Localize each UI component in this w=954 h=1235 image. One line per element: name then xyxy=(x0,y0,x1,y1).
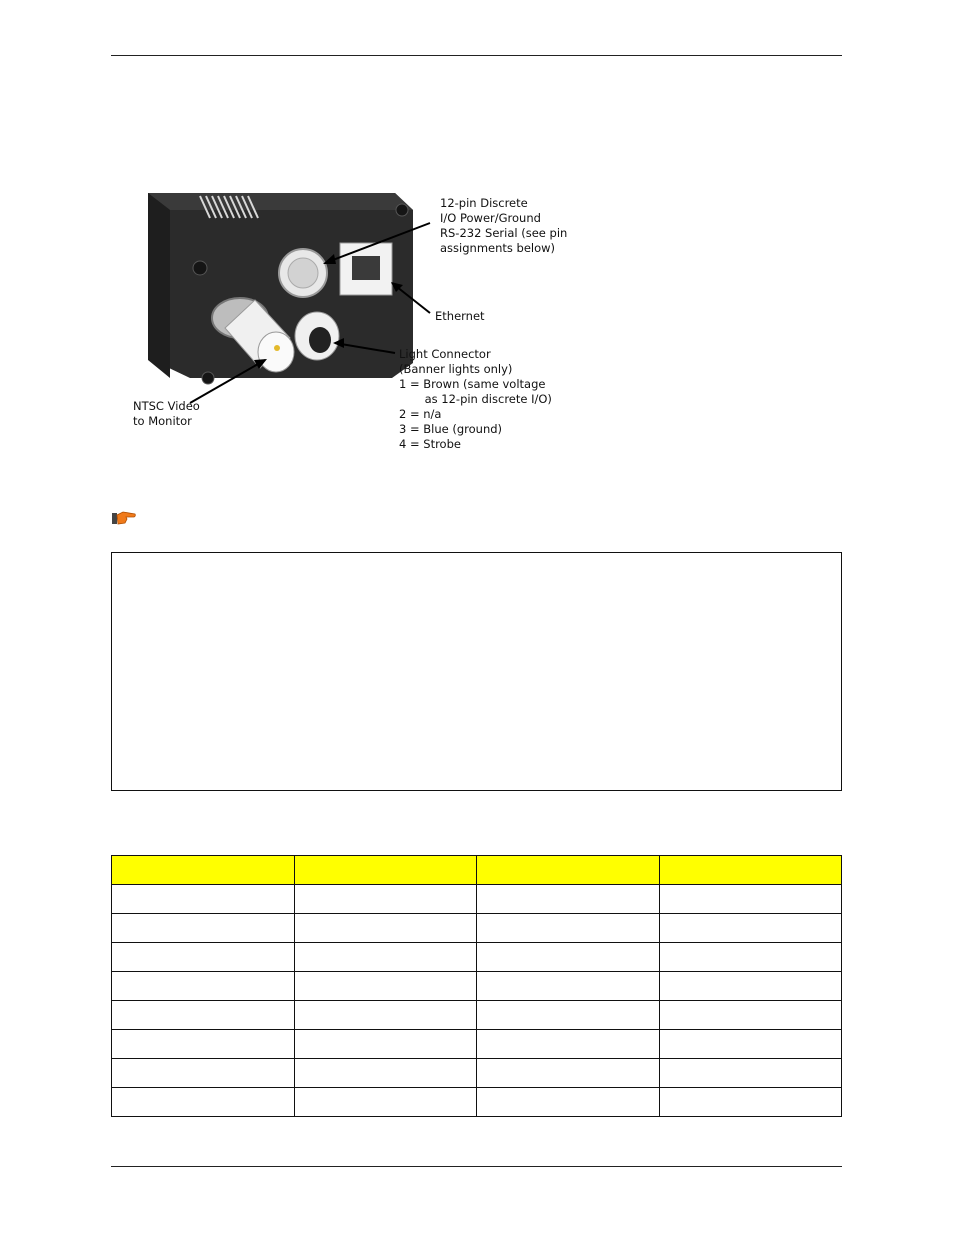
table-cell xyxy=(294,943,477,972)
table-cell xyxy=(294,885,477,914)
table-cell xyxy=(477,1001,660,1030)
table-header-cell xyxy=(112,856,295,885)
callout-12-pin: 12-pin Discrete I/O Power/Ground RS-232 Serial (see pin assignments below) xyxy=(440,196,568,255)
table-cell xyxy=(477,1088,660,1117)
table-cell xyxy=(659,972,842,1001)
table-cell xyxy=(294,972,477,1001)
table-cell xyxy=(112,1030,295,1059)
table-cell xyxy=(477,972,660,1001)
table-cell xyxy=(477,1059,660,1088)
table-cell xyxy=(112,1088,295,1117)
pointing-hand-icon xyxy=(111,507,137,527)
table-row xyxy=(112,914,842,943)
table-header-cell xyxy=(294,856,477,885)
table-cell xyxy=(294,914,477,943)
table-cell xyxy=(659,1001,842,1030)
screw xyxy=(202,372,214,384)
table-cell xyxy=(112,1059,295,1088)
table-row xyxy=(112,1001,842,1030)
table-row xyxy=(112,1088,842,1117)
table-cell xyxy=(112,1001,295,1030)
pin-assignment-table xyxy=(111,855,842,1117)
header-rule xyxy=(111,55,842,56)
table-row xyxy=(112,943,842,972)
callout-light-connector: Light Connector (Banner lights only) 1 = Brown (same voltage as 12-pin discrete I/O) 2 = n/a 3 = Blue (ground) 4 = Strobe xyxy=(399,347,552,451)
table-header-cell xyxy=(477,856,660,885)
table-cell xyxy=(477,1030,660,1059)
table-cell xyxy=(659,914,842,943)
table-cell xyxy=(659,943,842,972)
table-cell xyxy=(112,885,295,914)
table-header-row xyxy=(112,856,842,885)
table-cell xyxy=(477,914,660,943)
camera-top-face xyxy=(148,193,413,210)
camera-side-face xyxy=(148,193,170,378)
callout-ntsc-video: NTSC Video to Monitor xyxy=(133,399,200,428)
table-cell xyxy=(659,885,842,914)
note-box xyxy=(111,552,842,791)
table-cell xyxy=(477,943,660,972)
screw xyxy=(396,204,408,216)
table-cell xyxy=(112,943,295,972)
table-cell xyxy=(112,914,295,943)
table-row xyxy=(112,1030,842,1059)
table-row xyxy=(112,1059,842,1088)
footer-rule xyxy=(111,1166,842,1167)
screw xyxy=(193,261,207,275)
table-cell xyxy=(112,972,295,1001)
callout-ethernet: Ethernet xyxy=(435,309,485,323)
table-cell xyxy=(294,1088,477,1117)
table-cell xyxy=(659,1059,842,1088)
table-cell xyxy=(294,1059,477,1088)
table-cell xyxy=(659,1030,842,1059)
table-cell xyxy=(294,1001,477,1030)
table-cell xyxy=(294,1030,477,1059)
camera-connector-figure xyxy=(130,188,570,458)
table-header-cell xyxy=(659,856,842,885)
table-cell xyxy=(477,885,660,914)
table-cell xyxy=(659,1088,842,1117)
table-row xyxy=(112,972,842,1001)
table-row xyxy=(112,885,842,914)
